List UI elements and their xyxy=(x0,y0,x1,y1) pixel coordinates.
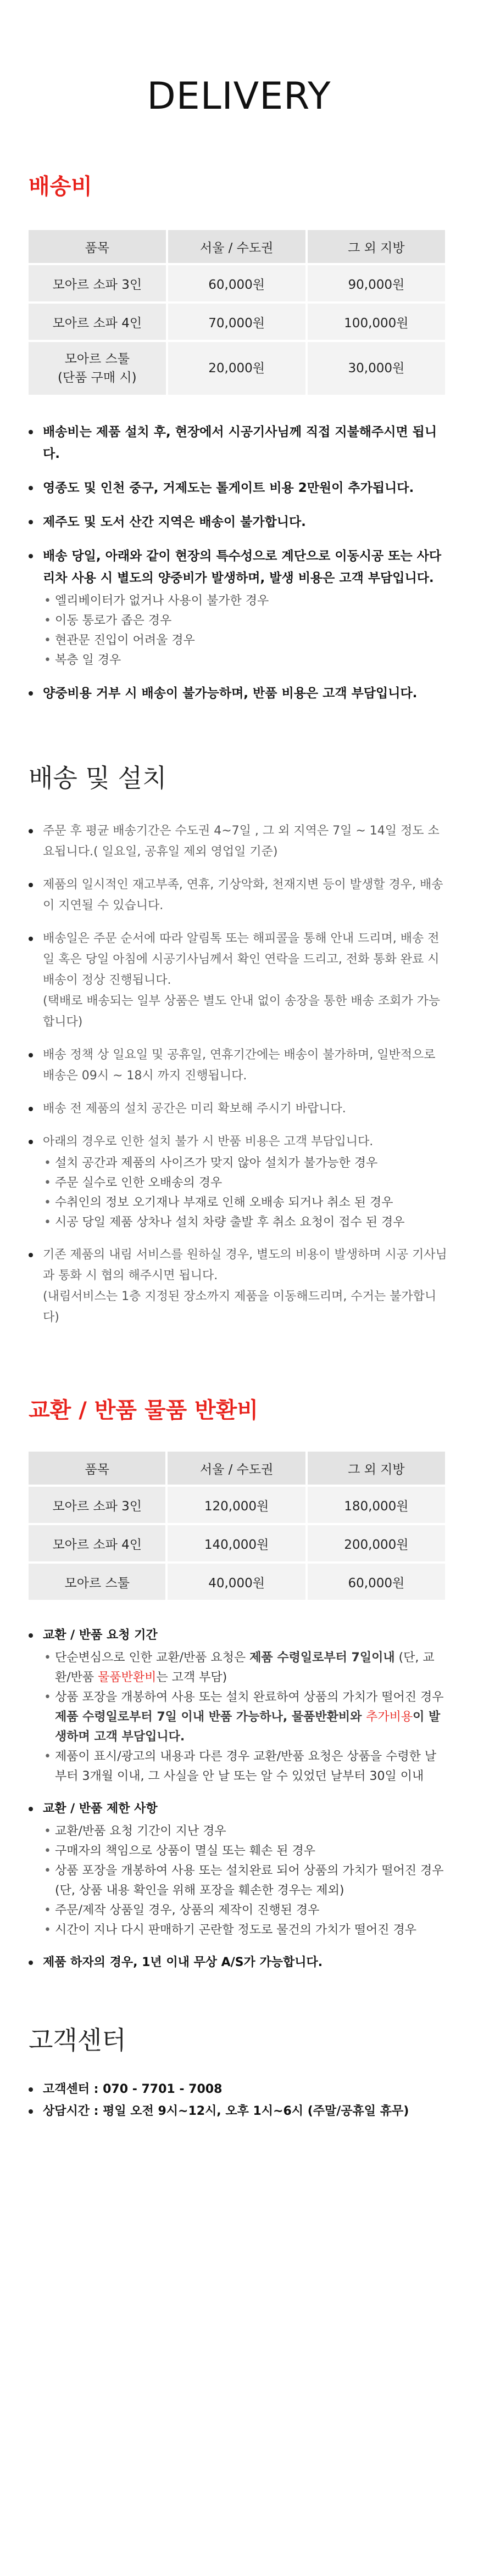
sub-list-item xyxy=(43,1648,449,1688)
text-segment: 제품 수령일로부터 7일이내 xyxy=(249,1651,395,1665)
shipping-heading: 배송비 xyxy=(29,174,92,199)
sub-list-item: • 구매자의 책임으로 상품이 멸실 또는 훼손 된 경우 xyxy=(43,1841,449,1861)
column-header: 서울 / 수도권 xyxy=(168,230,305,263)
sub-list-item: • 엘리베이터가 없거나 사용이 불가한 경우 xyxy=(43,591,449,611)
item-name: 모아르 소파 4인 xyxy=(29,1525,165,1561)
item-name: 모아르 소파 3인 xyxy=(29,265,166,301)
list-item-text: 기존 제품의 내림 서비스를 원하실 경우, 별도의 비용이 발생하며 시공 기사님과 통화 시 협의 해주시면 됩니다. xyxy=(43,1248,447,1283)
business-hours: 상담시간 : 평일 오전 9시~12시, 오후 1시~6시 (주말/공휴일 휴무) xyxy=(29,2101,449,2123)
table-row xyxy=(29,342,445,395)
item-name-line: 모아르 스툴 xyxy=(64,352,130,366)
sub-list-item: • 설치 공간과 제품의 사이즈가 맞지 않아 설치가 불가능한 경우 xyxy=(43,1153,449,1173)
table-header-row xyxy=(29,1452,445,1485)
install-notes xyxy=(29,821,449,1328)
list-item xyxy=(29,928,449,1033)
table-row xyxy=(29,304,445,340)
sub-list xyxy=(43,591,449,670)
list-item: 제품 하자의 경우, 1년 이내 무상 A/S가 가능합니다. xyxy=(29,1952,449,1973)
phone-number: 고객센터 : 070 - 7701 - 7008 xyxy=(29,2079,449,2101)
list-item xyxy=(29,1132,449,1233)
list-item-text: 아래의 경우로 인한 설치 불가 시 반품 비용은 고객 부담입니다. xyxy=(43,1135,374,1149)
list-item: 양중비용 거부 시 배송이 불가능하며, 반품 비용은 고객 부담입니다. xyxy=(29,682,449,704)
exchange-heading: 교환 / 반품 물품 반환비 xyxy=(29,1398,259,1423)
text-segment: 상품 포장을 개봉하여 사용 또는 설치 완료하여 상품의 가치가 떨어진 경우 xyxy=(55,1690,444,1704)
other-fee: 60,000원 xyxy=(308,1564,445,1600)
list-item xyxy=(29,1799,449,1940)
column-header: 그 외 지방 xyxy=(308,1452,445,1485)
item-name: 모아르 소파 4인 xyxy=(29,304,166,340)
text-segment: 단순변심으로 인한 교환/반품 요청은 xyxy=(55,1651,250,1665)
table-header-row xyxy=(29,230,445,263)
column-header: 서울 / 수도권 xyxy=(168,1452,305,1485)
list-item: 주문 후 평균 배송기간은 수도권 4~7일 , 그 외 지역은 7일 ~ 14일 정도 소요됩니다.( 일요일, 공휴일 제외 영업일 기준) xyxy=(29,821,449,863)
list-item xyxy=(29,1625,449,1787)
sub-list xyxy=(43,1822,449,1940)
table-row xyxy=(29,1564,445,1600)
seoul-fee: 60,000원 xyxy=(168,265,305,301)
sub-list-item: • 시간이 지나 다시 판매하기 곤란할 정도로 물건의 가치가 떨어진 경우 xyxy=(43,1920,449,1940)
text-segment: 는 고객 부담) xyxy=(156,1671,227,1684)
list-item: 제품의 일시적인 재고부족, 연휴, 기상악화, 천재지변 등이 발생할 경우, 배송이 지연될 수 있습니다. xyxy=(29,875,449,916)
table-row xyxy=(29,1525,445,1561)
exchange-notes xyxy=(29,1625,449,1973)
shipping-fee-table xyxy=(26,228,447,397)
sub-list-item: • 수취인의 정보 오기재나 부재로 인해 오배송 되거나 취소 된 경우 xyxy=(43,1193,449,1213)
sub-list xyxy=(43,1153,449,1233)
other-fee: 180,000원 xyxy=(308,1487,445,1523)
column-header: 그 외 지방 xyxy=(308,230,445,263)
sub-list-item: • 복층 일 경우 xyxy=(43,651,449,670)
exchange-section xyxy=(0,1393,478,1973)
list-item: 배송비는 제품 설치 후, 현장에서 시공기사님께 직접 지불해주시면 됩니다. xyxy=(29,421,449,465)
other-fee: 200,000원 xyxy=(308,1525,445,1561)
sub-list-item: • 교환/반품 요청 기간이 지난 경우 xyxy=(43,1822,449,1841)
column-header: 품목 xyxy=(29,1452,165,1485)
text-segment: 추가비용 xyxy=(366,1710,413,1724)
customer-center-heading: 고객센터 xyxy=(29,2025,126,2055)
page-title: DELIVERY xyxy=(147,75,331,118)
list-item-note: (내림서비스는 1층 지정된 장소까지 제품을 이동해드리며, 수거는 불가합니다) xyxy=(43,1290,437,1324)
shipping-notes xyxy=(29,421,449,704)
column-header: 품목 xyxy=(29,230,166,263)
text-segment: 제품 수령일로부터 7일 이내 반품 가능하나, 물품반환비와 xyxy=(55,1710,366,1724)
period-title: 교환 / 반품 요청 기간 xyxy=(43,1628,158,1642)
list-item-note: (택배로 배송되는 일부 상품은 별도 안내 없이 송장을 통한 배송 조회가 가능합니다) xyxy=(43,994,441,1029)
sub-list-item: • 제품이 표시/광고의 내용과 다른 경우 교환/반품 요청은 상품을 수령한 날 부터 3개월 이내, 그 사실을 안 날 또는 알 수 있었던 날부터 30일 이내 xyxy=(43,1747,449,1787)
sub-list xyxy=(43,1648,449,1787)
install-section xyxy=(0,758,478,1328)
text-segment: 이 발생하며 고객 부담입니다. xyxy=(55,1710,441,1744)
sub-list-item: • 주문 실수로 인한 오배송의 경우 xyxy=(43,1173,449,1193)
sub-list-item: • 현관문 진입이 어려울 경우 xyxy=(43,631,449,651)
seoul-fee: 140,000원 xyxy=(168,1525,305,1561)
exchange-fee-table xyxy=(26,1449,447,1602)
other-fee: 30,000원 xyxy=(308,342,445,395)
shipping-section xyxy=(0,169,478,704)
seoul-fee: 40,000원 xyxy=(168,1564,305,1600)
list-item: 영종도 및 인천 중구, 거제도는 톨게이트 비용 2만원이 추가됩니다. xyxy=(29,477,449,499)
seoul-fee: 70,000원 xyxy=(168,304,305,340)
seoul-fee: 120,000원 xyxy=(168,1487,305,1523)
item-name-note: (단품 구매 시) xyxy=(57,371,137,385)
list-item-text: 배송일은 주문 순서에 따라 알림톡 또는 해피콜을 통해 안내 드리며, 배송 전일 혹은 당일 아침에 시공기사님께서 확인 연락을 드리고, 전화 통화 완료 시 배송이 정상 진행됩니다. xyxy=(43,932,440,987)
other-fee: 90,000원 xyxy=(308,265,445,301)
text-segment: 물품반환비 xyxy=(98,1671,157,1684)
item-name: 모아르 스툴 xyxy=(29,1564,165,1600)
seoul-fee: 20,000원 xyxy=(168,342,305,395)
install-heading: 배송 및 설치 xyxy=(29,763,167,793)
sub-list-item xyxy=(43,1688,449,1747)
table-row xyxy=(29,265,445,301)
list-item xyxy=(29,545,449,670)
sub-list-item: • 이동 통로가 좁은 경우 xyxy=(43,611,449,631)
table-row xyxy=(29,1487,445,1523)
list-item xyxy=(29,1245,449,1328)
sub-list-item: • 주문/제작 상품일 경우, 상품의 제작이 진행된 경우 xyxy=(43,1901,449,1920)
list-item: 배송 정책 상 일요일 및 공휴일, 연휴기간에는 배송이 불가하며, 일반적으로 배송은 09시 ~ 18시 까지 진행됩니다. xyxy=(29,1045,449,1087)
item-name: 모아르 소파 3인 xyxy=(29,1487,165,1523)
customer-center-info xyxy=(29,2079,449,2123)
text-segment: (단, 교환/반품 xyxy=(55,1651,435,1684)
customer-center-section xyxy=(0,2020,478,2123)
list-item-text: 배송 당일, 아래와 같이 현장의 특수성으로 계단으로 이동시공 또는 사다리차 사용 시 별도의 양중비가 발생하며, 발생 비용은 고객 부담입니다. xyxy=(43,549,442,585)
sub-list-item: • 시공 당일 제품 상차나 설치 차량 출발 후 취소 요청이 접수 된 경우 xyxy=(43,1213,449,1233)
item-name xyxy=(29,342,166,395)
other-fee: 100,000원 xyxy=(308,304,445,340)
limit-title: 교환 / 반품 제한 사항 xyxy=(43,1802,158,1816)
list-item: 배송 전 제품의 설치 공간은 미리 확보해 주시기 바랍니다. xyxy=(29,1099,449,1119)
list-item: 제주도 및 도서 산간 지역은 배송이 불가합니다. xyxy=(29,511,449,533)
sub-list-item: • 상품 포장을 개봉하여 사용 또는 설치완료 되어 상품의 가치가 떨어진 경우 (단, 상품 내용 확인을 위해 포장을 훼손한 경우는 제외) xyxy=(43,1861,449,1901)
